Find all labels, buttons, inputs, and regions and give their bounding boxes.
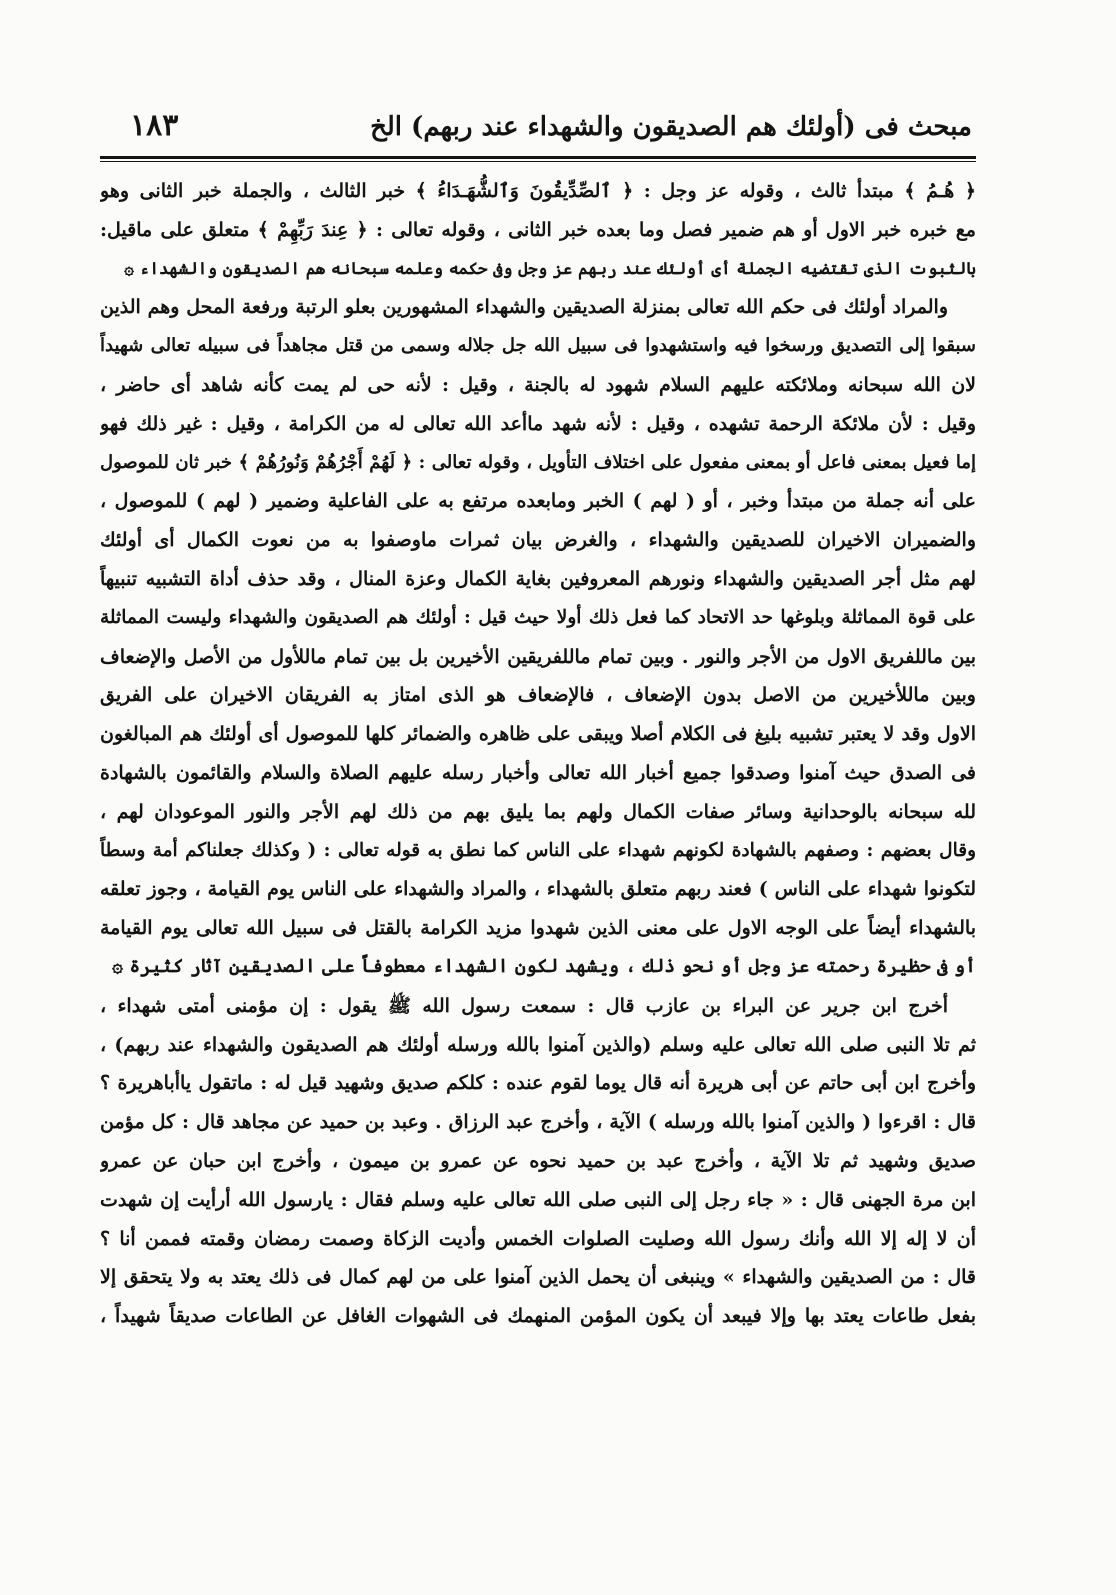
text-line: ابن مرة الجهنى قال : « جاء رجل إلى النبى صلى الله تعالى عليه وسلم فقال : يارسول الله أرأيت إن شهدت	[100, 1188, 976, 1211]
text-line: وبين ماللأخيرين من الاصل بدون الإضعاف ، فالإضعاف هو الذى امتاز به الفريقان الاخيران على الفريق	[100, 684, 976, 707]
text-line: بفعل طاعات يعتد بها وإلا فيبعد أن يكون المؤمن المنهمك فى الشهوات الغافل عن الطاعات صديقاً شهيداً ،	[100, 1305, 976, 1328]
text-line: وقيل : لأن ملائكة الرحمة تشهده ، وقيل : لأنه شهد ماأعد الله تعالى له من الكرامة ، وقيل : غير ذلك فهو	[100, 412, 976, 435]
header-rule-thin	[100, 161, 976, 162]
text-line: على أنه جملة من مبتدأ وخبر ، أو ( لهم ) الخبر ومابعده مرتفع به على الفاعلية وضمير ( لهم ) للموصول ،	[100, 490, 976, 513]
text-line: لهم مثل أجر الصديقين والشهداء ونورهم المعروفين بغاية الكمال وعزة المنال ، وقد حذف أداة التشبيه تنبيهاً	[100, 567, 976, 590]
text-line: صديق وشهيد ثم تلا الآية ، وأخرج عبد بن حميد نحوه عن عمرو بن ميمون ، وأخرج ابن حبان عن عمرو	[100, 1149, 976, 1172]
text-line: مع خبره خبر الاول أو هم ضمير فصل وما بعده خبر الثانى ، وقوله تعالى : ﴿ عِندَ رَبِّهِمْ ﴾ متعلق على ماقيل:	[100, 218, 976, 241]
text-line: إما فعيل بمعنى فاعل أو بمعنى مفعول على اختلاف التأويل ، وقوله تعالى : ﴿ لَهُمْ أَجْرُهُمْ وَنُورُهُمْ ﴾ خبر ثان للموصول	[100, 451, 976, 473]
text-line: وقال بعضهم : وصفهم بالشهادة لكونهم شهداء على الناس كما نطق به قوله تعالى : ( وكذلك جعلناكم أمة وسطاً	[100, 839, 976, 861]
text-line: قال : اقرءوا ( والذين آمنوا بالله ورسله ) الآية ، وأخرج عبد الرزاق . وعبد بن حميد عن مجاهد قال : كل مؤمن	[100, 1111, 976, 1134]
text-line: الاول وقد لا يعتبر تشبيه بليغ فى الكلام أصلا ويبقى على ظاهره والضمائر كلها للموصول أى أولئك هم المبالغون	[100, 723, 976, 746]
text-line: لله سبحانه بالوحدانية وسائر صفات الكمال ولهم بما يليق بهم من ذلك لهم الأجر والنور الموعودان لهم ،	[100, 800, 976, 823]
text-line: قال : من الصديقين والشهداء » وينبغى أن يحمل الذين آمنوا على من لهم كمال فى ذلك يعتد به ولا يتحقق إلا	[100, 1266, 976, 1289]
text-line: أن لا إله إلا الله وأنك رسول الله وصليت الصلوات الخمس وأديت الزكاة وصمت رمضان وقمته فممن أنا ؟	[100, 1227, 976, 1250]
text-line: ثم تلا النبى صلى الله تعالى عليه وسلم (والذين آمنوا بالله ورسله أولئك هم الصديقون والشهداء عند ربهم) ،	[100, 1033, 976, 1056]
text-line: لان الله سبحانه وملائكته عليهم السلام شهود له بالجنة ، وقيل : لأنه حى لم يمت كأنه شاهد أى حاضر ،	[100, 373, 976, 396]
text-line: لتكونوا شهداء على الناس ) فعند ربهم متعلق بالشهداء ، والمراد والشهداء على الناس يوم القيامة ، وجوز تعلقه	[100, 878, 976, 901]
text-line: والمراد أولئك فى حكم الله تعالى بمنزلة الصديقين والشهداء المشهورين بعلو الرتبة ورفعة المحل وهم الذين	[100, 296, 948, 319]
text-line: فى الصدق حيث آمنوا وصدقوا جميع أخبار الله تعالى وأخبار رسله عليهم الصلاة والسلام والقائمون بالشهادة	[100, 761, 976, 784]
header-rule	[100, 156, 976, 159]
text-line: ﴿ هُـمُ ﴾ مبتدأ ثالث ، وقوله عز وجل : ﴿ ٱلصِّدِّيقُونَ وَٱلشُّهَـدَاءُ ﴾ خبر الثالث ، والجملة خبر الثانى وهو	[100, 180, 976, 202]
text-line: بالثبوت الذى تقتضيه الجملة أى أولئك عند ربهم عز وجل وفى حكمه وعلمه سبحانه هم الصديقون والشهداء ۞	[124, 258, 976, 278]
text-line: بين ماللفريق الاول من الأجر والنور . وبين تمام ماللفريقين الأخيرين بل بين تمام ماللأول من الأصل والإضعاف	[100, 645, 976, 668]
text-line: أخرج ابن جرير عن البراء بن عازب قال : سمعت رسول الله ﷺ يقول : إن مؤمنى أمتى شهداء ،	[100, 994, 948, 1017]
page-number: ١٨٣	[130, 108, 179, 143]
text-line: على قوة المماثلة وبلوغها حد الاتحاد كما فعل ذلك أولا حيث قيل : أولئك هم الصديقون والشهداء وليست المماثلة	[100, 606, 976, 628]
text-line: سبقوا إلى التصديق ورسخوا فيه واستشهدوا فى سبيل الله جل جلاله وسمى من قتل مجاهداً فى سبيله تعالى شهيداً	[100, 335, 976, 357]
text-line: بالشهداء أيضاً على الوجه الاول على معنى الذين شهدوا مزيد الكرامة بالقتل فى سبيل الله تعالى يوم القيامة	[100, 917, 976, 940]
text-line: وأخرج ابن أبى حاتم عن أبى هريرة أنه قال يوما لقوم عنده : كلكم صديق وشهيد قيل له : ماتقول ياأباهريرة ؟	[100, 1072, 976, 1095]
text-line: أو فى حظيرة رحمته عز وجل أو نحو ذلك ، ويشهد لكون الشهداء معطوفاً على الصديقين آثار كثيرة ۞	[112, 955, 976, 977]
text-line: والضميران الاخيران للصديقين والشهداء ، والغرض بيان ثمرات ماوصفوا به من نعوت الكمال أى أولئك	[100, 529, 976, 552]
header-title: مبحث فى (أولئك هم الصديقون والشهداء عند ربهم) الخ	[370, 112, 972, 142]
running-header	[100, 108, 972, 152]
body-text	[100, 172, 976, 1336]
